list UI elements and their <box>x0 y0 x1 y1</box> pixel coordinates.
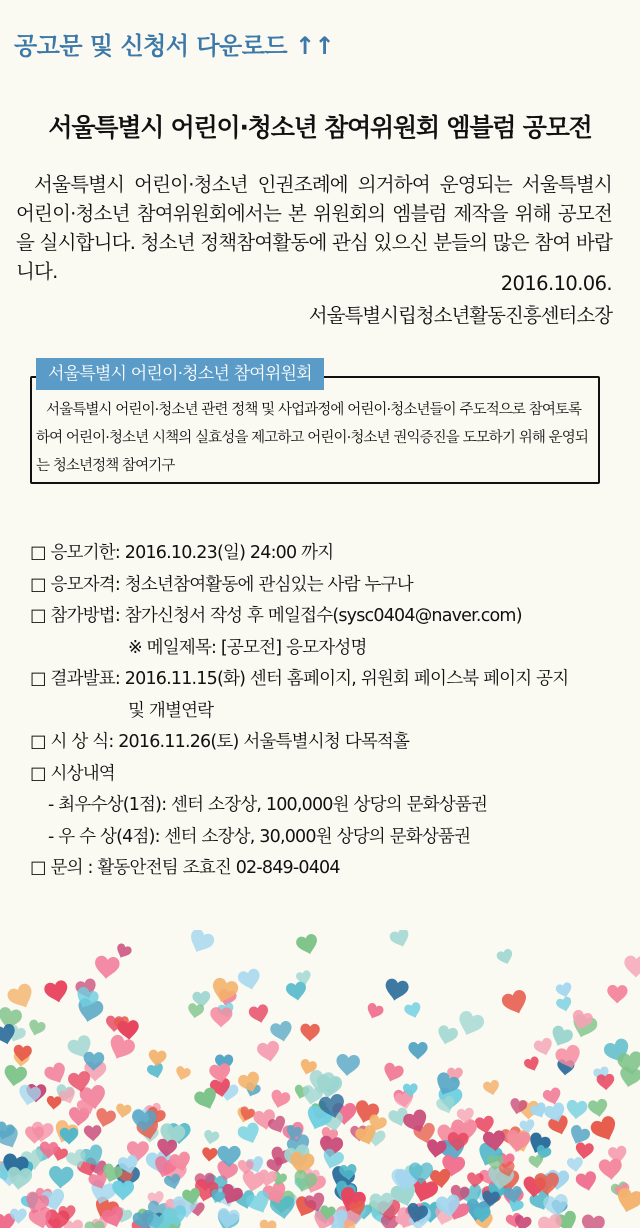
awards-header: □ 시상내역 <box>30 763 115 784</box>
heart-shape <box>285 981 308 1002</box>
heart-shape <box>482 1079 501 1097</box>
heart-shape <box>364 1002 384 1021</box>
award-grand-prize: - 최우수상(1점): 센터 소장상, 100,000원 상당의 문화상품권 <box>48 795 488 815</box>
heart-shape <box>43 1061 70 1087</box>
heart-shape <box>474 1115 496 1136</box>
heart-shape <box>300 1024 320 1042</box>
announcement-date: 2016.10.06. <box>500 272 612 295</box>
heart-shape <box>2 1064 28 1088</box>
heart-shape <box>26 1019 46 1038</box>
announcement-signer: 서울특별시립청소년활동진흥센터소장 <box>308 304 612 327</box>
mail-subject-note: ※ 메일제목: [공모전] 응모자성명 <box>128 637 367 658</box>
heart-shape <box>598 1158 623 1181</box>
committee-description: 서울특별시 어린이·청소년 관련 정책 및 사업과정에 어린이·청소년들이 주도적으로 참여토록 하여 어린이·청소년 시책의 실효성을 제고하고 어린이·청소년 권익증진을 도모하기 위해 운영되는 청소년정책 참여기구 <box>36 402 588 474</box>
heart-shape <box>105 1033 137 1064</box>
heart-shape <box>236 1121 263 1147</box>
deadline-item: □ 응모기한: 2016.10.23(일) 24:00 까지 <box>30 543 334 563</box>
hearts-decoration <box>0 930 640 1228</box>
method-prefix: □ 참가방법: 참가신청서 작성 후 메일접수( <box>30 606 339 626</box>
heart-shape <box>403 1001 423 1020</box>
committee-tag: 서울특별시 어린이·청소년 참여위원회 <box>36 358 324 390</box>
heart-shape <box>259 1219 277 1228</box>
heart-shape <box>187 1003 205 1020</box>
heart-shape <box>624 955 640 977</box>
heart-shape <box>589 1114 621 1145</box>
award-excellence-prize: - 우 수 상(4점): 센터 소장상, 30,000원 상당의 문화상품권 <box>48 826 471 847</box>
heart-shape <box>533 1037 555 1058</box>
heart-shape <box>523 1055 542 1073</box>
intro-paragraph: 서울특별시 어린이·청소년 인권조례에 의거하여 운영되는 서울특별시 어린이·청소년 참여위원회에서는 본 위원회의 엠블럼 제작을 위해 공모전을 실시합니다. 청소년 정책참여활동에 관심 있으신 분들의 많은 참여 바랍니다. <box>16 173 612 283</box>
heart-shape <box>48 1166 74 1190</box>
method-suffix: ) <box>515 606 522 626</box>
ceremony-item: □ 시 상 식: 2016.11.26(토) 서울특별시청 다목적홀 <box>30 732 410 752</box>
heart-shape <box>555 996 573 1014</box>
result-item: □ 결과발표: 2016.11.15(화) 센터 홈페이지, 위원회 페이스북 페이지 공지 <box>30 669 569 689</box>
heart-shape <box>174 1065 192 1082</box>
heart-shape <box>555 982 574 1000</box>
heart-shape <box>575 1170 599 1193</box>
heart-shape <box>84 1125 102 1142</box>
heart-shape <box>466 1172 484 1189</box>
heart-shape <box>566 1156 584 1173</box>
eligibility-item: □ 응모자격: 청소년참여활동에 관심있는 사람 누구나 <box>30 574 413 595</box>
heart-shape <box>46 1096 62 1110</box>
heart-shape <box>94 955 121 980</box>
heart-shape <box>566 1099 588 1120</box>
contact-item: □ 문의 : 활동안전팀 조효진 02-849-0404 <box>30 858 340 878</box>
heart-shape <box>335 1053 360 1077</box>
heart-shape <box>185 930 216 957</box>
heart-shape <box>435 1024 459 1047</box>
heart-shape <box>618 1066 640 1090</box>
heart-shape <box>256 1040 282 1064</box>
heart-shape <box>381 1061 405 1084</box>
heart-shape <box>201 1147 217 1162</box>
heart-shape <box>383 978 410 1003</box>
heart-shape <box>295 933 320 957</box>
heart-shape <box>455 1009 486 1039</box>
heart-shape <box>388 930 412 950</box>
heart-shape <box>580 1214 605 1228</box>
heart-shape <box>147 1049 167 1067</box>
heart-shape <box>202 1129 220 1146</box>
heart-shape <box>115 1103 132 1119</box>
result-continuation: 및 개별연락 <box>128 700 214 721</box>
heart-shape <box>237 968 263 993</box>
heart-shape <box>500 988 531 1017</box>
heart-shape <box>408 1042 427 1060</box>
heart-shape <box>114 942 133 960</box>
heart-shape <box>607 985 628 1004</box>
heart-shape <box>496 948 515 967</box>
page-title: 서울특별시 어린이·청소년 참여위원회 엠블럼 공모전 <box>48 113 592 142</box>
heart-shape <box>216 1207 241 1228</box>
heart-shape <box>6 1166 33 1191</box>
heart-shape <box>425 1139 447 1160</box>
heart-shape <box>268 1089 291 1111</box>
heart-shape <box>596 1074 615 1091</box>
contest-details-list <box>30 538 620 885</box>
heart-shape <box>43 979 70 1005</box>
download-link[interactable]: 공고문 및 신청서 다운로드 ↑↑ <box>14 32 335 60</box>
heart-shape <box>269 1020 294 1044</box>
heart-shape <box>248 1003 271 1025</box>
email-link[interactable]: sysc0404@naver.com <box>338 606 516 626</box>
method-item <box>30 601 620 633</box>
heart-shape <box>504 1129 531 1154</box>
heart-shape <box>587 1098 609 1118</box>
heart-shape <box>528 1154 544 1169</box>
heart-shape <box>5 982 37 1013</box>
